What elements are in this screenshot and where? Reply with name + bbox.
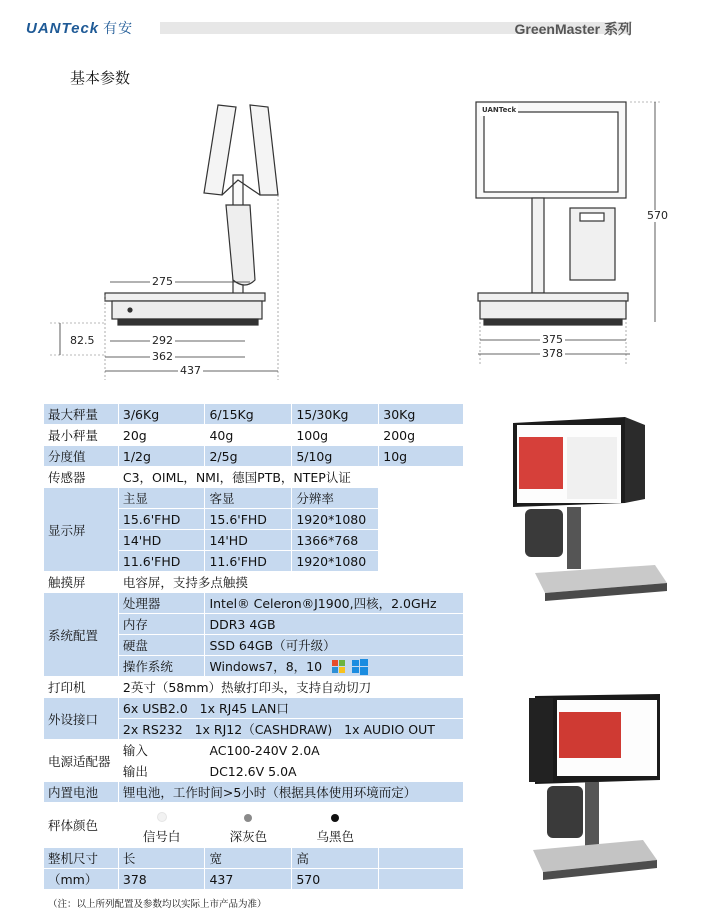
spec-sublabel: 处理器 (118, 593, 205, 614)
dim-side-82-5: 82.5 (70, 334, 95, 347)
color-name: 信号白 (142, 829, 181, 844)
spec-row-max-weight (44, 404, 464, 425)
section-title: 基本参数 (70, 69, 131, 87)
spec-subheader: 客显 (205, 488, 292, 509)
dim-side-292: 292 (152, 334, 173, 347)
spec-value-cell (205, 656, 464, 677)
dim-front-378: 378 (542, 347, 563, 360)
spec-row-size-values (44, 869, 464, 890)
spec-table (44, 404, 464, 890)
spec-subheader: 长 (118, 848, 205, 869)
spec-label: 系统配置 (44, 593, 118, 677)
dim-side-437: 437 (180, 364, 201, 377)
spec-value: 570 (292, 869, 379, 890)
color-name: 深灰色 (229, 829, 268, 844)
spec-value: SSD 64GB（可升级） (205, 635, 464, 656)
spec-row-colors (44, 803, 464, 848)
spec-label: 显示屏 (44, 488, 118, 572)
spec-row-display-header (44, 488, 464, 509)
spec-value: 11.6'FHD (118, 551, 205, 572)
spec-sublabel: 操作系统 (118, 656, 205, 677)
brand-name: UANTeck (26, 20, 100, 37)
spec-value: C3，OIML，NMI，德国PTB，NTEP认证 (118, 467, 463, 488)
color-swatch-gray (244, 814, 252, 822)
spec-value: 40g (205, 425, 292, 446)
spec-subheader: 高 (292, 848, 379, 869)
spec-value: 6x USB2.0 1x RJ45 LAN口 (118, 698, 463, 719)
spec-value: 15/30Kg (292, 404, 379, 425)
spec-sublabel: 输入 (118, 740, 205, 761)
color-swatch-black (331, 814, 339, 822)
spec-value: 1920*1080 (292, 509, 379, 530)
spec-row-system-cpu (44, 593, 464, 614)
spec-label: 最大秤量 (44, 404, 118, 425)
spec-value: 6/15Kg (205, 404, 292, 425)
spec-value: DC12.6V 5.0A (205, 761, 464, 782)
color-option-black (292, 803, 379, 848)
spec-value: 5/10g (292, 446, 379, 467)
color-name: 乌黑色 (316, 829, 355, 844)
spec-empty (379, 509, 464, 530)
brand-name-cn: 有安 (103, 20, 134, 36)
spec-subheader: 主显 (118, 488, 205, 509)
spec-label: 触摸屏 (44, 572, 118, 593)
dim-side-275: 275 (152, 275, 173, 288)
spec-value: 3/6Kg (118, 404, 205, 425)
spec-value: AC100-240V 2.0A (205, 740, 464, 761)
spec-value: 11.6'FHD (205, 551, 292, 572)
spec-value: Windows7，8，10 (209, 658, 323, 674)
spec-empty (379, 488, 464, 509)
color-option-gray (205, 803, 292, 848)
footnote: （注：以上所列配置及参数均以实际上市产品为准） (48, 899, 267, 910)
spec-empty (379, 551, 464, 572)
spec-value: 20g (118, 425, 205, 446)
spec-value: 100g (292, 425, 379, 446)
spec-row-sensor (44, 467, 464, 488)
series-title (515, 19, 632, 39)
spec-subheader: 分辨率 (292, 488, 379, 509)
spec-row-min-weight (44, 425, 464, 446)
spec-empty (379, 803, 464, 848)
spec-row-power-in (44, 740, 464, 761)
spec-empty (379, 869, 464, 890)
spec-empty (379, 848, 464, 869)
series-name: GreenMaster (514, 21, 601, 37)
product-photo-bottom (525, 690, 675, 890)
spec-label: 最小秤量 (44, 425, 118, 446)
spec-value: 30Kg (379, 404, 464, 425)
spec-row-printer (44, 677, 464, 698)
spec-value: 2英寸（58mm）热敏打印头，支持自动切刀 (118, 677, 463, 698)
spec-row-ports-1 (44, 698, 464, 719)
spec-row-division (44, 446, 464, 467)
spec-value: 1920*1080 (292, 551, 379, 572)
windows-10-icon (352, 659, 368, 675)
color-option-white (118, 803, 205, 848)
series-suffix: 系列 (604, 21, 632, 37)
spec-value: 14'HD (118, 530, 205, 551)
spec-subheader: 宽 (205, 848, 292, 869)
spec-value: 15.6'FHD (118, 509, 205, 530)
spec-label: 整机尺寸 (44, 848, 118, 869)
spec-label: 电源适配器 (44, 740, 118, 782)
spec-value: 2/5g (205, 446, 292, 467)
windows-xp-icon (332, 660, 346, 674)
spec-value: 10g (379, 446, 464, 467)
product-photo-top (505, 415, 675, 605)
spec-empty (379, 530, 464, 551)
spec-value: 437 (205, 869, 292, 890)
front-view-drawing (470, 100, 660, 365)
spec-row-size-header (44, 848, 464, 869)
dim-front-570: 570 (647, 209, 668, 222)
spec-row-battery (44, 782, 464, 803)
spec-label: 秤体颜色 (44, 803, 118, 848)
spec-label: 打印机 (44, 677, 118, 698)
spec-value: 200g (379, 425, 464, 446)
spec-value: 1366*768 (292, 530, 379, 551)
spec-label: 传感器 (44, 467, 118, 488)
spec-label: 内置电池 (44, 782, 118, 803)
spec-value: Intel® Celeron®J1900,四核，2.0GHz (205, 593, 464, 614)
spec-label: 分度值 (44, 446, 118, 467)
spec-value: 378 (118, 869, 205, 890)
front-screen-logo: UANTeck (482, 106, 517, 114)
dim-side-362: 362 (152, 350, 173, 363)
spec-value: 2x RS232 1x RJ12（CASHDRAW) 1x AUDIO OUT (118, 719, 463, 740)
spec-label: 外设接口 (44, 698, 118, 740)
spec-value: 1/2g (118, 446, 205, 467)
brand-logo (26, 18, 133, 38)
spec-sublabel: 输出 (118, 761, 205, 782)
spec-value: DDR3 4GB (205, 614, 464, 635)
spec-sublabel: 内存 (118, 614, 205, 635)
spec-value: 电容屏，支持多点触摸 (118, 572, 463, 593)
color-swatch-white (157, 812, 167, 822)
spec-value: 15.6'FHD (205, 509, 292, 530)
spec-value: 14'HD (205, 530, 292, 551)
spec-value: 锂电池，工作时间>5小时（根据具体使用环境而定） (118, 782, 463, 803)
spec-row-touch (44, 572, 464, 593)
spec-label-unit: （mm） (44, 869, 118, 890)
spec-sublabel: 硬盘 (118, 635, 205, 656)
dim-front-375: 375 (542, 333, 563, 346)
